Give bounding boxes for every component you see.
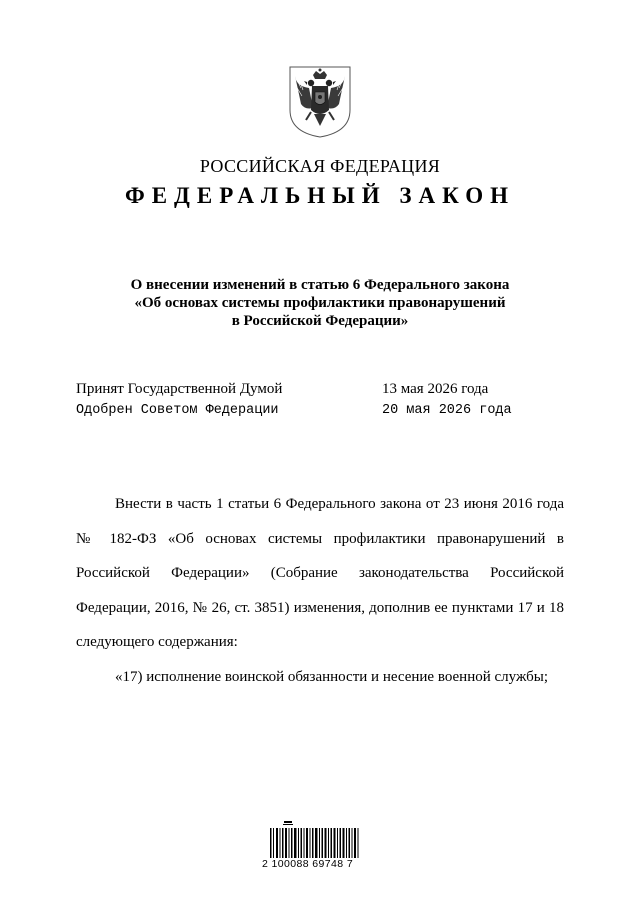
duma-date: 13 мая 2026 года: [382, 381, 489, 397]
council-date: 20 мая 2026 года: [382, 403, 512, 418]
coat-of-arms-icon: [287, 64, 353, 140]
law-title: [0, 276, 640, 330]
law-title-line: О внесении изменений в статью 6 Федерального закона: [130, 277, 510, 293]
body-paragraph: Внести в часть 1 статьи 6 Федерального закона от 23 июня 2016 года № 182-ФЗ «Об основах системы профилактики правонарушений в Российской Федерации» (Собрание законодательства Российской Федерации, 2016, № 26, ст. 3851) изменения, дополнив ее пунктами 17 и 18 следующего содержания:: [76, 496, 564, 650]
country-name: РОССИЙСКАЯ ФЕДЕРАЦИЯ: [199, 156, 441, 176]
document-type: ФЕДЕРАЛЬНЫЙ ЗАКОН: [124, 183, 516, 208]
law-body: [76, 487, 564, 694]
council-label: Одобрен Советом Федерации: [76, 403, 279, 418]
item-17: «17) исполнение воинской обязанности и несение военной службы;: [115, 668, 548, 685]
barcode-number: 2 100088 69748 7: [262, 858, 354, 870]
law-title-line: «Об основах системы профилактики правонарушений: [134, 295, 506, 311]
duma-label: Принят Государственной Думой: [76, 381, 283, 397]
law-title-line: в Российской Федерации»: [231, 313, 409, 329]
